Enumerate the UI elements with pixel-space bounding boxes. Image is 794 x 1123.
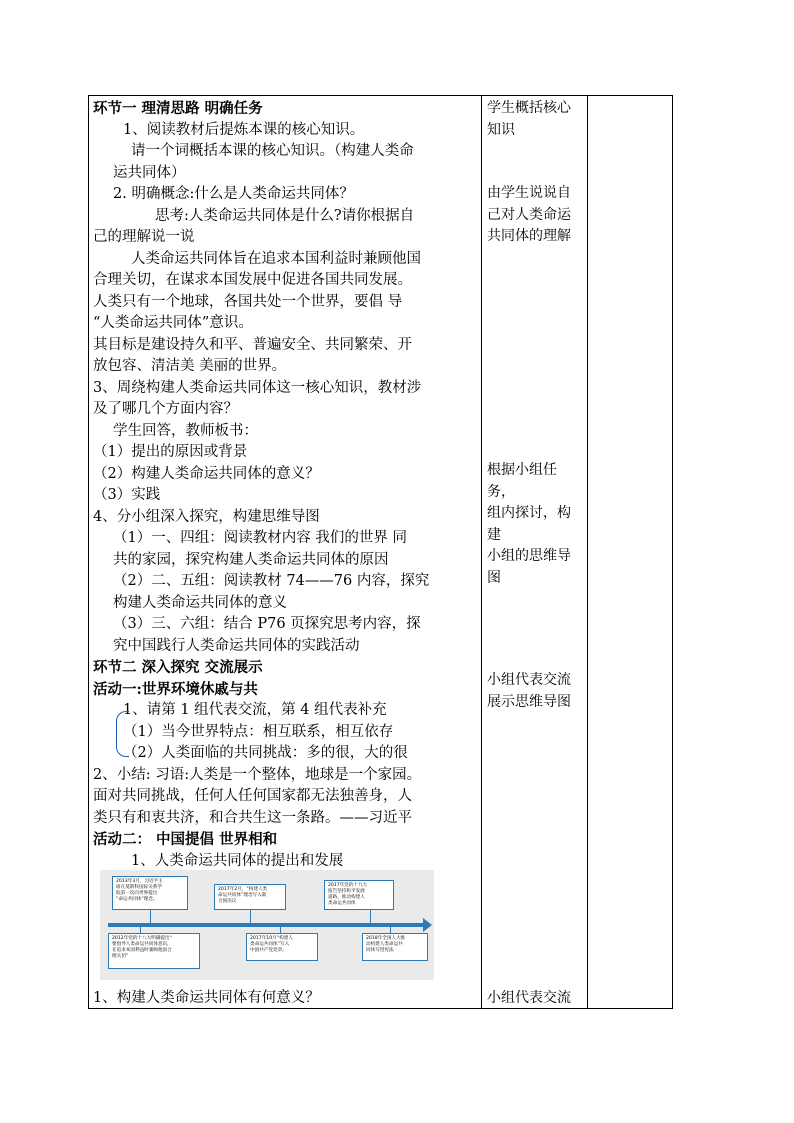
section1-line: （2）二、五组：阅读教材 74——76 内容，探究	[113, 573, 430, 589]
section1-line: （3）实践	[93, 487, 161, 503]
note-group-task	[487, 460, 583, 589]
section1-line: 合理关切，在谋求本国发展中促进各国共同发展。	[93, 272, 412, 288]
timeline-event-2017-oct: 2017年10月“构建人 类命运共同体”写入 中国共产党党章。	[246, 933, 318, 961]
note-line: 组内探讨，构建	[487, 505, 571, 543]
note-line: 展示思维导图	[487, 693, 571, 710]
section1-line: 共的家园，探究构建人类命运共同体的原因	[113, 551, 389, 568]
section1-line: 及了哪几个方面内容？	[93, 401, 238, 417]
section1-line: 其目标是建设持久和平、普遍安全、共同繁荣、开	[93, 336, 412, 353]
section1-line: 究中国践行人类命运共同体的实践活动	[113, 637, 360, 654]
section1-line: 构建人类命运共同体的意义	[113, 594, 287, 611]
section1-line: （1）一、四组：阅读教材内容 我们的世界 同	[113, 530, 407, 546]
section1-line: 学生回答，教师板书：	[113, 422, 258, 439]
section1-line: （1）提出的原因或背景	[93, 444, 248, 460]
note-core-knowledge	[487, 98, 583, 141]
section1-line: （3）三、六组：结合 P76 页探究思考内容，探	[113, 616, 421, 632]
section1-line: （2）构建人类命运共同体的意义？	[93, 465, 320, 482]
timeline-event-2018: 2018年全国人大推 动构建人类命运共 同体写进宪法	[362, 933, 428, 961]
section2-heading: 环节二 深入探究 交流展示	[93, 659, 263, 676]
column-divider-2	[587, 95, 588, 1009]
section1-line: 1、阅读教材后提炼本课的核心知识。	[123, 121, 365, 138]
timeline-event-2012: 2012年党的十八大明确提出“ 要倡导人类命运共同体意识， 在追求本国利益时兼顾他国合 理关切”	[108, 933, 200, 969]
timeline-connector	[150, 908, 151, 924]
section1-line: 人类命运共同体旨在追求本国利益时兼顾他国	[131, 250, 421, 267]
note-line: 由学生说说自	[487, 185, 571, 201]
activity1-line: 1、请第 1 组代表交流，第 4 组代表补充	[123, 702, 387, 718]
timeline-event-2013: 2013年3月，习近平主 席在莫斯科国际关系学 院第一次向世界提出 “命运共同体”理念。	[112, 876, 188, 910]
section1-line: 放包容、清洁美 美丽的世界。	[93, 358, 287, 374]
section1-line: 人类只有一个地球，各国共处一个世界，要倡 导	[93, 293, 403, 310]
summary-line: 类只有和衷共济，和合共生这一条路。——习近平	[93, 809, 412, 826]
timeline-connector	[250, 908, 251, 924]
note-line: 根据小组任务，	[487, 462, 557, 500]
activity2-title: 活动二： 中国提倡 世界相和	[93, 831, 278, 848]
note-line: 知识	[487, 121, 515, 138]
section1-line: 请一个词概括本课的核心知识。（构建人类命	[131, 143, 414, 159]
note-line: 学生概括核心	[487, 100, 571, 116]
note-line: 图	[487, 569, 501, 586]
section1-heading: 环节一 理清思路 明确任务	[93, 100, 263, 117]
brace-bracket	[116, 711, 129, 757]
section1-line: 2. 明确概念:什么是人类命运共同体？	[113, 186, 354, 202]
summary-line: 2、小结: 习语:人类是一个整体，地球是一个家园。	[93, 766, 422, 783]
arrow-right-icon	[423, 918, 432, 932]
note-line: 小组的思维导	[487, 548, 571, 564]
section1-line: 己的理解说一说	[93, 229, 195, 245]
note-line: 小组代表交流	[487, 672, 571, 688]
activity1-sub: （2）人类面临的共同挑战：多的很，大的很	[123, 745, 408, 761]
section1-line: 4、分小组深入探究，构建思维导图	[93, 508, 320, 525]
note-mindmap-share	[487, 670, 583, 713]
note-line: 己对人类命运	[487, 206, 571, 223]
activity2-line: 1、人类命运共同体的提出和发展	[131, 852, 344, 869]
timeline-axis	[108, 923, 426, 927]
column-divider-1	[481, 95, 482, 1009]
activity1-sub: （1）当今世界特点：相互联系，相互依存	[123, 723, 394, 740]
note-line: 共同体的理解	[487, 228, 571, 244]
timeline-figure	[100, 870, 434, 980]
note-understanding	[487, 183, 583, 248]
significance-question: 1、构建人类命运共同体有何意义？	[93, 990, 320, 1006]
section1-line: 3、周绕构建人类命运共同体这一核心知识，教材涉	[93, 379, 422, 396]
timeline-connector	[370, 908, 371, 924]
timeline-event-2017-feb: 2017年2月，“构建人类 命运共同体”理念写入联 合国决议	[214, 884, 286, 910]
note-line: 小组代表交流	[487, 990, 571, 1006]
section1-line: 运共同体）	[113, 164, 186, 181]
timeline-event-2017-congress: 2017年党的十九大 报告坚持和平发展 道路，推动构建人 类命运共同体	[324, 880, 394, 910]
section1-line: 思考:人类命运共同体是什么?请你根据自	[155, 207, 415, 224]
summary-line: 面对共同挑战，任何人任何国家都无法独善身，人	[93, 788, 412, 804]
main-content-cell	[93, 98, 479, 872]
activity1-title: 活动一:世界环境休戚与共	[93, 680, 258, 698]
note-group-share	[487, 988, 583, 1010]
section1-line: “人类命运共同体”意识。	[93, 315, 253, 331]
